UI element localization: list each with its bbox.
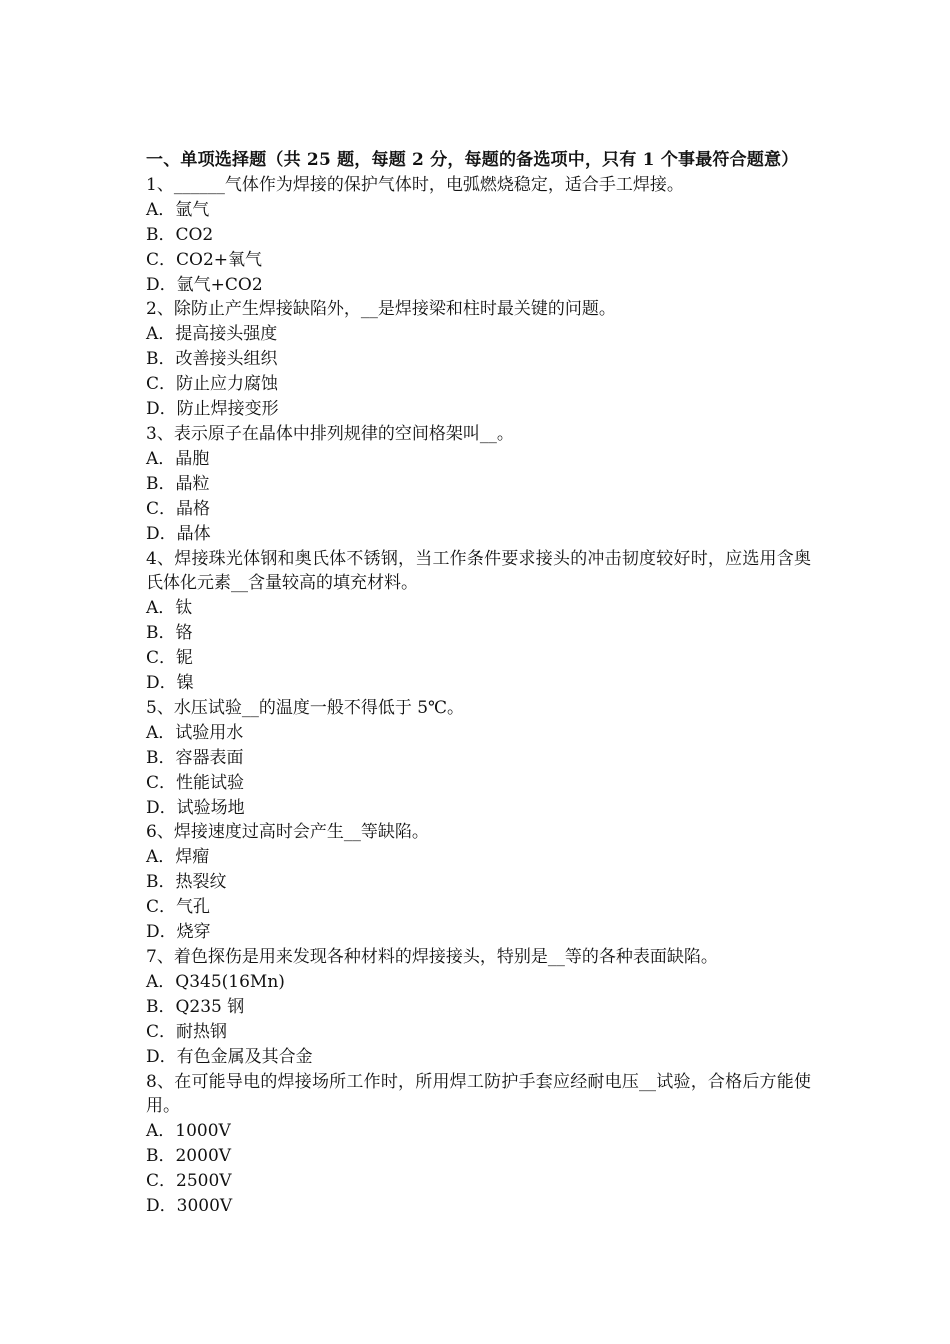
section-title: 一、单项选择题（共 25 题，每题 2 分，每题的备选项中，只有 1 个事最符合题意） xyxy=(146,150,799,170)
option-d: D．防止焊接变形 xyxy=(146,399,279,420)
option-d: D．镍 xyxy=(146,673,194,694)
question-2 xyxy=(146,297,811,422)
question-3 xyxy=(146,422,811,547)
option-a: A．1000V xyxy=(146,1121,231,1142)
question-stem: 3、表示原子在晶体中排列规律的空间格架叫__。 xyxy=(146,423,514,444)
question-7 xyxy=(146,945,811,1070)
question-stem: 6、焊接速度过高时会产生__等缺陷。 xyxy=(146,822,429,843)
question-stem: 2、除防止产生焊接缺陷外，__是焊接梁和柱时最关键的问题。 xyxy=(146,299,616,320)
option-a: A．试验用水 xyxy=(146,722,244,743)
option-c: C．2500V xyxy=(146,1171,232,1192)
option-b: B．晶粒 xyxy=(146,473,210,494)
option-a: A．提高接头强度 xyxy=(146,324,278,345)
option-b: B．CO2 xyxy=(146,224,214,245)
option-c: C．铌 xyxy=(146,648,194,669)
option-b: B．铬 xyxy=(146,623,193,644)
option-b: B．容器表面 xyxy=(146,747,244,768)
option-a: A．Q345(16Mn) xyxy=(146,971,285,992)
option-b: B．Q235 钢 xyxy=(146,996,245,1017)
question-stem: 4、焊接珠光体钢和奥氏体不锈钢，当工作条件要求接头的冲击韧度较好时，应选用含奥氏体化元素__含量较高的填充材料。 xyxy=(146,548,811,594)
question-4 xyxy=(146,547,811,696)
option-d: D．试验场地 xyxy=(146,797,245,818)
document-page xyxy=(146,148,811,1219)
option-c: C．耐热钢 xyxy=(146,1021,228,1042)
question-1 xyxy=(146,173,811,298)
question-stem: 1、______气体作为焊接的保护气体时，电弧燃烧稳定，适合手工焊接。 xyxy=(146,174,684,195)
option-d: D．3000V xyxy=(146,1196,233,1217)
option-d: D．烧穿 xyxy=(146,922,211,943)
question-stem: 7、着色探伤是用来发现各种材料的焊接接头，特别是__等的各种表面缺陷。 xyxy=(146,947,718,967)
option-c: C．气孔 xyxy=(146,897,211,918)
option-c: C．CO2+氧气 xyxy=(146,249,263,270)
option-b: B．2000V xyxy=(146,1146,232,1167)
question-6 xyxy=(146,820,811,945)
option-d: D．有色金属及其合金 xyxy=(146,1046,313,1067)
option-d: D．晶体 xyxy=(146,523,211,544)
question-8 xyxy=(146,1070,811,1219)
option-b: B．改善接头组织 xyxy=(146,349,278,370)
option-c: C．性能试验 xyxy=(146,772,245,793)
option-a: A．氩气 xyxy=(146,199,210,220)
option-c: C．防止应力腐蚀 xyxy=(146,374,279,395)
option-c: C．晶格 xyxy=(146,498,211,519)
question-5 xyxy=(146,696,811,821)
option-a: A．焊瘤 xyxy=(146,847,210,868)
option-d: D．氩气+CO2 xyxy=(146,274,263,295)
option-a: A．钛 xyxy=(146,598,193,619)
option-b: B．热裂纹 xyxy=(146,872,227,893)
question-stem: 5、水压试验__的温度一般不得低于 5℃。 xyxy=(146,697,465,718)
option-a: A．晶胞 xyxy=(146,448,210,469)
question-stem: 8、在可能导电的焊接场所工作时，所用焊工防护手套应经耐电压__试验，合格后方能使用。 xyxy=(146,1071,811,1117)
